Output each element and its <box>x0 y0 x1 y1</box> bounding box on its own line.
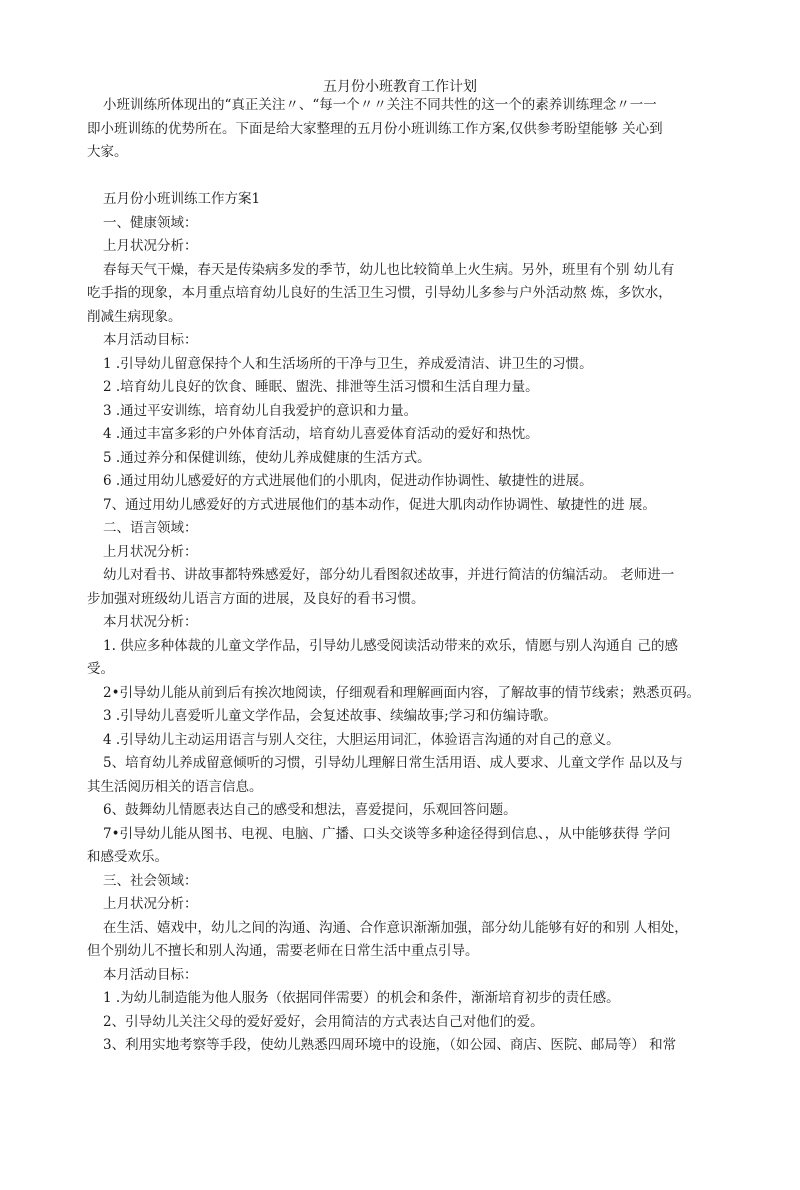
list-item: 1. 供应多种体裁的儿童文学作品，引导幼儿感受阅读活动带来的欢乐，情愿与别人沟通自 己的感 <box>103 637 678 654</box>
subheading: 上月状况分析： <box>103 896 198 912</box>
list-item: 1 .为幼儿制造能为他人服务（依据同伴需要）的机会和条件，渐渐培育初步的责任感。 <box>103 990 620 1006</box>
list-item: 4 .通过丰富多彩的户外体育活动，培育幼儿喜爱体育活动的爱好和热忱。 <box>103 426 539 442</box>
section-heading: 三、社会领域： <box>103 872 198 889</box>
document-body <box>87 188 715 1058</box>
subheading: 上月状况分析： <box>103 543 198 560</box>
subheading: 上月状况分析： <box>103 238 198 254</box>
text-line: 春每天气干燥，春天是传染病多发的季节，幼儿也比较简单上火生病。另外，班里有个别 幼儿有 <box>103 261 675 278</box>
text-line: 但个别幼儿不擅长和别人沟通，需要老师在日常生活中重点引导。 <box>87 943 479 959</box>
section-heading: 一、健康领域： <box>103 214 198 231</box>
list-item: 3 .引导幼儿喜爱听儿童文学作品，会复述故事、续编故事;学习和仿编诗歌。 <box>103 708 557 724</box>
text-line: 其生活阅历相关的语言信息。 <box>87 778 263 795</box>
list-item: 7•引导幼儿能从图书、电视、电脑、广播、口头交谈等多种途径得到信息、，从中能够获得 学问 <box>103 825 671 842</box>
list-item: 2、引导幼儿关注父母的爱好爱好，会用简洁的方式表达自己对他们的爱。 <box>103 1013 544 1030</box>
text-line: 和感受欢乐。 <box>87 849 168 865</box>
list-item: 2 .培育幼儿良好的饮食、睡眠、盥洗、排泄等生活习惯和生活自理力量。 <box>103 379 539 395</box>
text-line: 在生活、嬉戏中，幼儿之间的沟通、沟通、合作意识渐渐加强，部分幼儿能够有好的和别 人相处， <box>103 919 688 936</box>
intro-paragraph <box>87 94 715 165</box>
section-heading: 二、语言领域： <box>103 520 198 536</box>
text-line: 吃手指的现象，本月重点培育幼儿良好的生活卫生习惯，引导幼儿多参与户外活动熬 炼，多饮水， <box>87 285 672 301</box>
section-heading: 五月份小班训练工作方案1 <box>103 191 261 207</box>
subheading: 本月活动目标： <box>103 332 198 348</box>
list-item: 3、利用实地考察等手段，使幼儿熟悉四周环境中的设施，（如公园、商店、医院、邮局等） 和常 <box>103 1037 677 1053</box>
list-item: 4 .引导幼儿主动运用语言与别人交往，大胆运用词汇，体验语言沟通的对自己的意义。 <box>103 731 620 748</box>
page-title: 五月份小班教育工作计划 <box>323 79 477 95</box>
subheading: 本月状况分析： <box>103 614 198 630</box>
text-line: 幼儿对看书、讲故事都特殊感爱好，部分幼儿看图叙述故事，并进行简洁的仿编活动。 老师进一 <box>103 567 675 583</box>
list-item: 7、通过用幼儿感爱好的方式进展他们的基本动作，促进大肌肉动作协调性、敏捷性的进 展。 <box>103 496 656 513</box>
text-line: 削减生病现象。 <box>87 308 182 325</box>
text-line: 步加强对班级幼儿语言方面的进展，及良好的看书习惯。 <box>87 590 425 607</box>
text-line: 受。 <box>87 661 114 677</box>
text-line: 大家。 <box>87 144 128 160</box>
list-item: 6、鼓舞幼儿情愿表达自己的感受和想法，喜爱提问，乐观回答问题。 <box>103 802 517 818</box>
list-item: 5 .通过养分和保健训练，使幼儿养成健康的生活方式。 <box>103 449 431 466</box>
list-item: 5、培育幼儿养成留意倾听的习惯，引导幼儿理解日常生活用语、成人要求、儿童文学作 品以及与 <box>103 755 683 771</box>
text-line: 小班训练所体现出的“真正关注〃、“每一个〃〃关注不同共性的这一个的素养训练理念〃一一 <box>103 97 657 113</box>
list-item: 6 .通过用幼儿感爱好的方式进展他们的小肌肉，促进动作协调性、敏捷性的进展。 <box>103 473 593 489</box>
list-item: 1 .引导幼儿留意保持个人和生活场所的干净与卫生，养成爱清洁、讲卫生的习惯。 <box>103 355 593 372</box>
subheading: 本月活动目标： <box>103 966 198 983</box>
text-line: 即小班训练的优势所在。下面是给大家整理的五月份小班训练工作方案,仅供参考盼望能够 关心到 <box>87 120 663 137</box>
list-item: 3 .通过平安训练，培育幼儿自我爱护的意识和力量。 <box>103 402 418 419</box>
list-item: 2•引导幼儿能从前到后有挨次地阅读，仔细观看和理解画面内容，了解故事的情节线索；熟悉页码。 <box>103 684 701 701</box>
